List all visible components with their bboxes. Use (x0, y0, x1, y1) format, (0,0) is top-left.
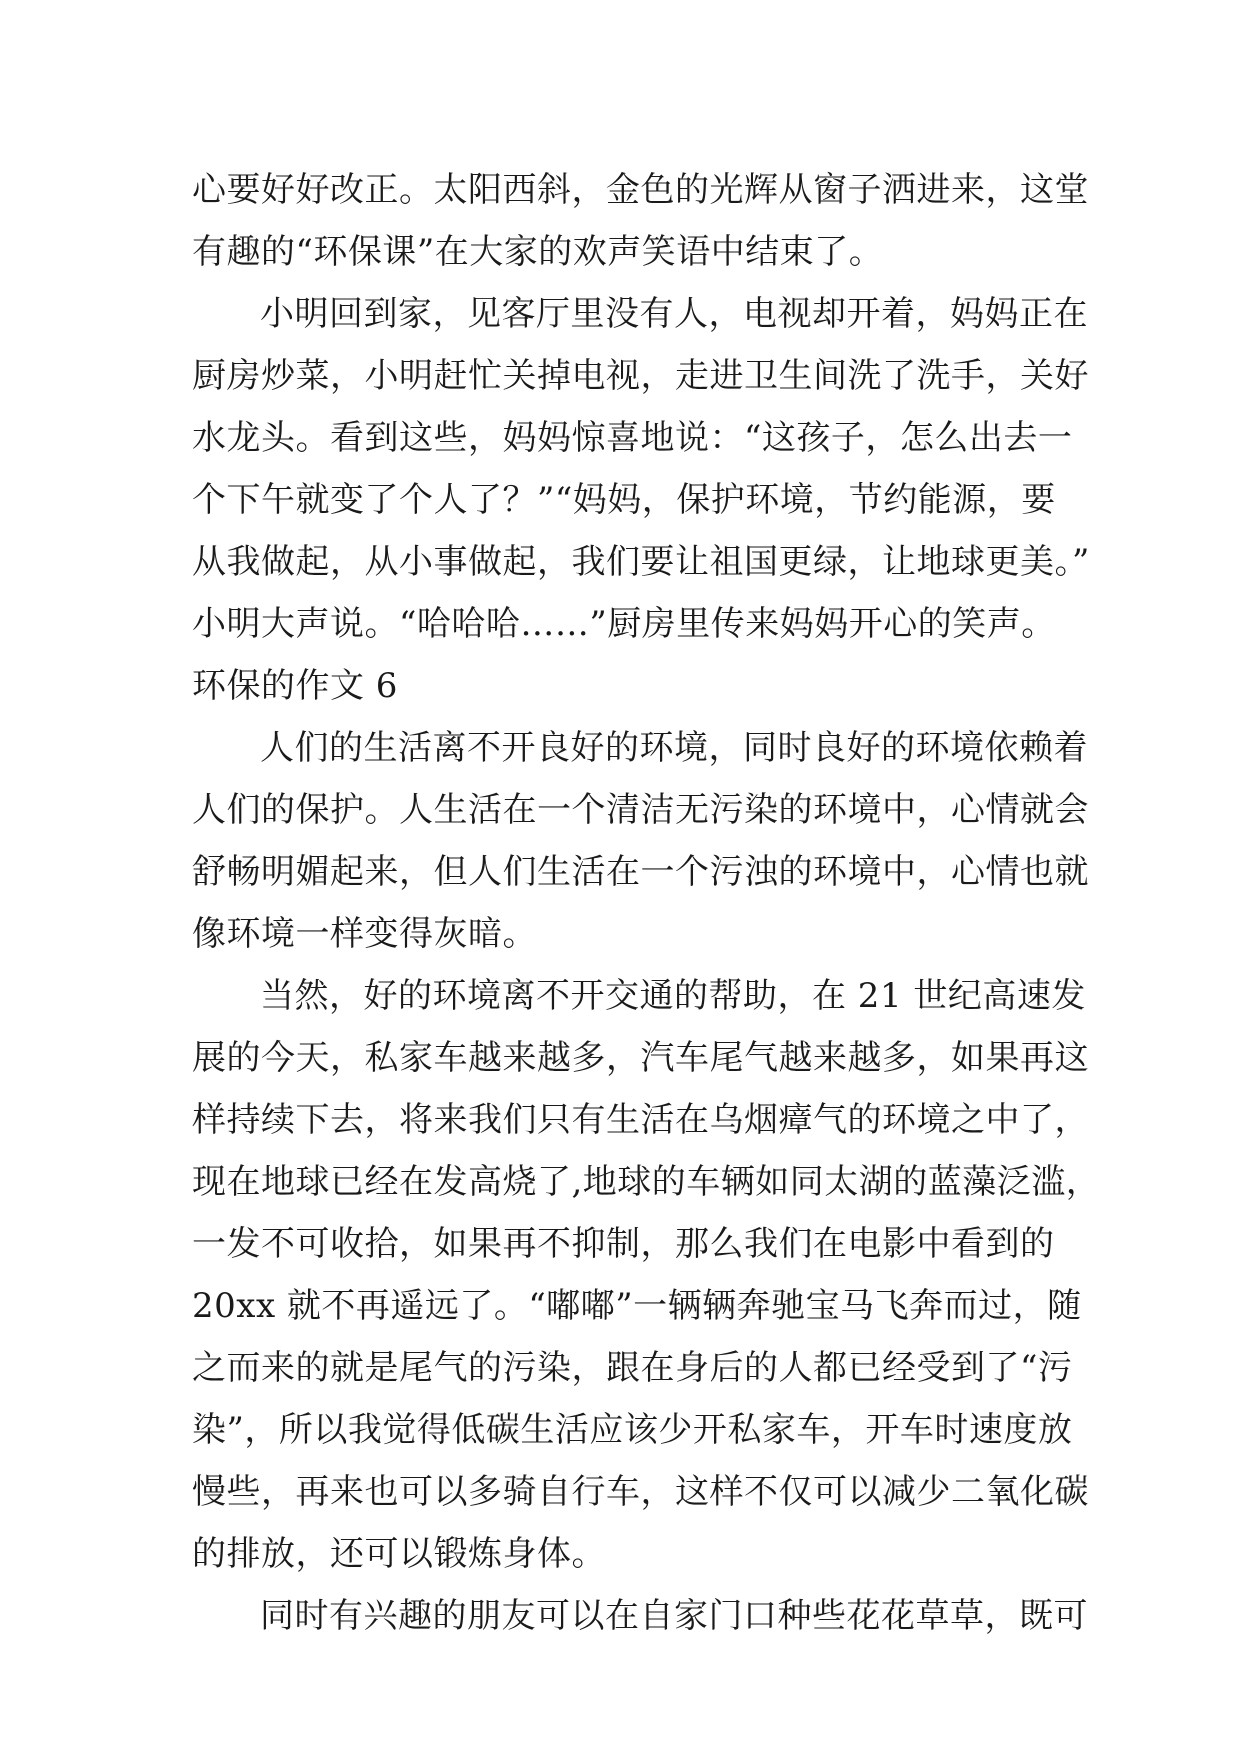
text-line: 小明回到家，见客厅里没有人，电视却开着，妈妈正在 (260, 294, 1088, 334)
text-line: 水龙头。看到这些，妈妈惊喜地说：“这孩子，怎么出去一 (192, 418, 1073, 458)
text-line: 厨房炒菜，小明赶忙关掉电视，走进卫生间洗了洗手，关好 (192, 356, 1089, 396)
document-body (192, 159, 1101, 1647)
text-line: 从我做起，从小事做起，我们要让祖国更绿，让地球更美。” (192, 542, 1090, 582)
text-line: 心要好好改正。太阳西斜，金色的光辉从窗子洒进来，这堂 (192, 170, 1089, 210)
text-line: 一发不可收拾，如果再不抑制，那么我们在电影中看到的 (192, 1224, 1055, 1264)
text-line: 展的今天，私家车越来越多，汽车尾气越来越多，如果再这 (192, 1038, 1089, 1078)
heading-text: 环保的作文 6 (192, 666, 398, 706)
paragraph (192, 1585, 1088, 1647)
text-line: 现在地球已经在发高烧了,地球的车辆如同太湖的蓝藻泛滥， (192, 1162, 1101, 1202)
text-line: 像环境一样变得灰暗。 (192, 914, 537, 954)
text-line: 当然，好的环境离不开交通的帮助，在 21 世纪高速发 (260, 976, 1086, 1016)
text-line: 小明大声说。“哈哈哈……”厨房里传来妈妈开心的笑声。 (192, 604, 1056, 644)
section-heading (192, 655, 1052, 717)
text-line: 慢些，再来也可以多骑自行车，这样不仅可以减少二氧化碳 (192, 1472, 1089, 1512)
text-line: 染”，所以我觉得低碳生活应该少开私家车，开车时速度放 (192, 1410, 1073, 1450)
text-line: 有趣的“环保课”在大家的欢声笑语中结束了。 (192, 232, 884, 272)
paragraph (192, 717, 1089, 965)
text-line: 舒畅明媚起来，但人们生活在一个污浊的环境中，心情也就 (192, 852, 1089, 892)
paragraph (192, 283, 1090, 655)
text-line: 样持续下去，将来我们只有生活在乌烟瘴气的环境之中了， (192, 1100, 1089, 1140)
text-line: 同时有兴趣的朋友可以在自家门口种些花花草草，既可 (260, 1596, 1088, 1636)
paragraph (192, 965, 1101, 1585)
text-line: 人们的生活离不开良好的环境，同时良好的环境依赖着 (260, 728, 1088, 768)
text-line: 20xx 就不再遥远了。“嘟嘟”一辆辆奔驰宝马飞奔而过，随 (192, 1286, 1082, 1326)
text-line: 之而来的就是尾气的污染，跟在身后的人都已经受到了“污 (192, 1348, 1073, 1388)
text-line: 个下午就变了个人了？”“妈妈，保护环境，节约能源，要 (192, 480, 1056, 520)
paragraph (192, 159, 1089, 283)
text-line: 人们的保护。人生活在一个清洁无污染的环境中，心情就会 (192, 790, 1089, 830)
text-line: 的排放，还可以锻炼身体。 (192, 1534, 606, 1574)
